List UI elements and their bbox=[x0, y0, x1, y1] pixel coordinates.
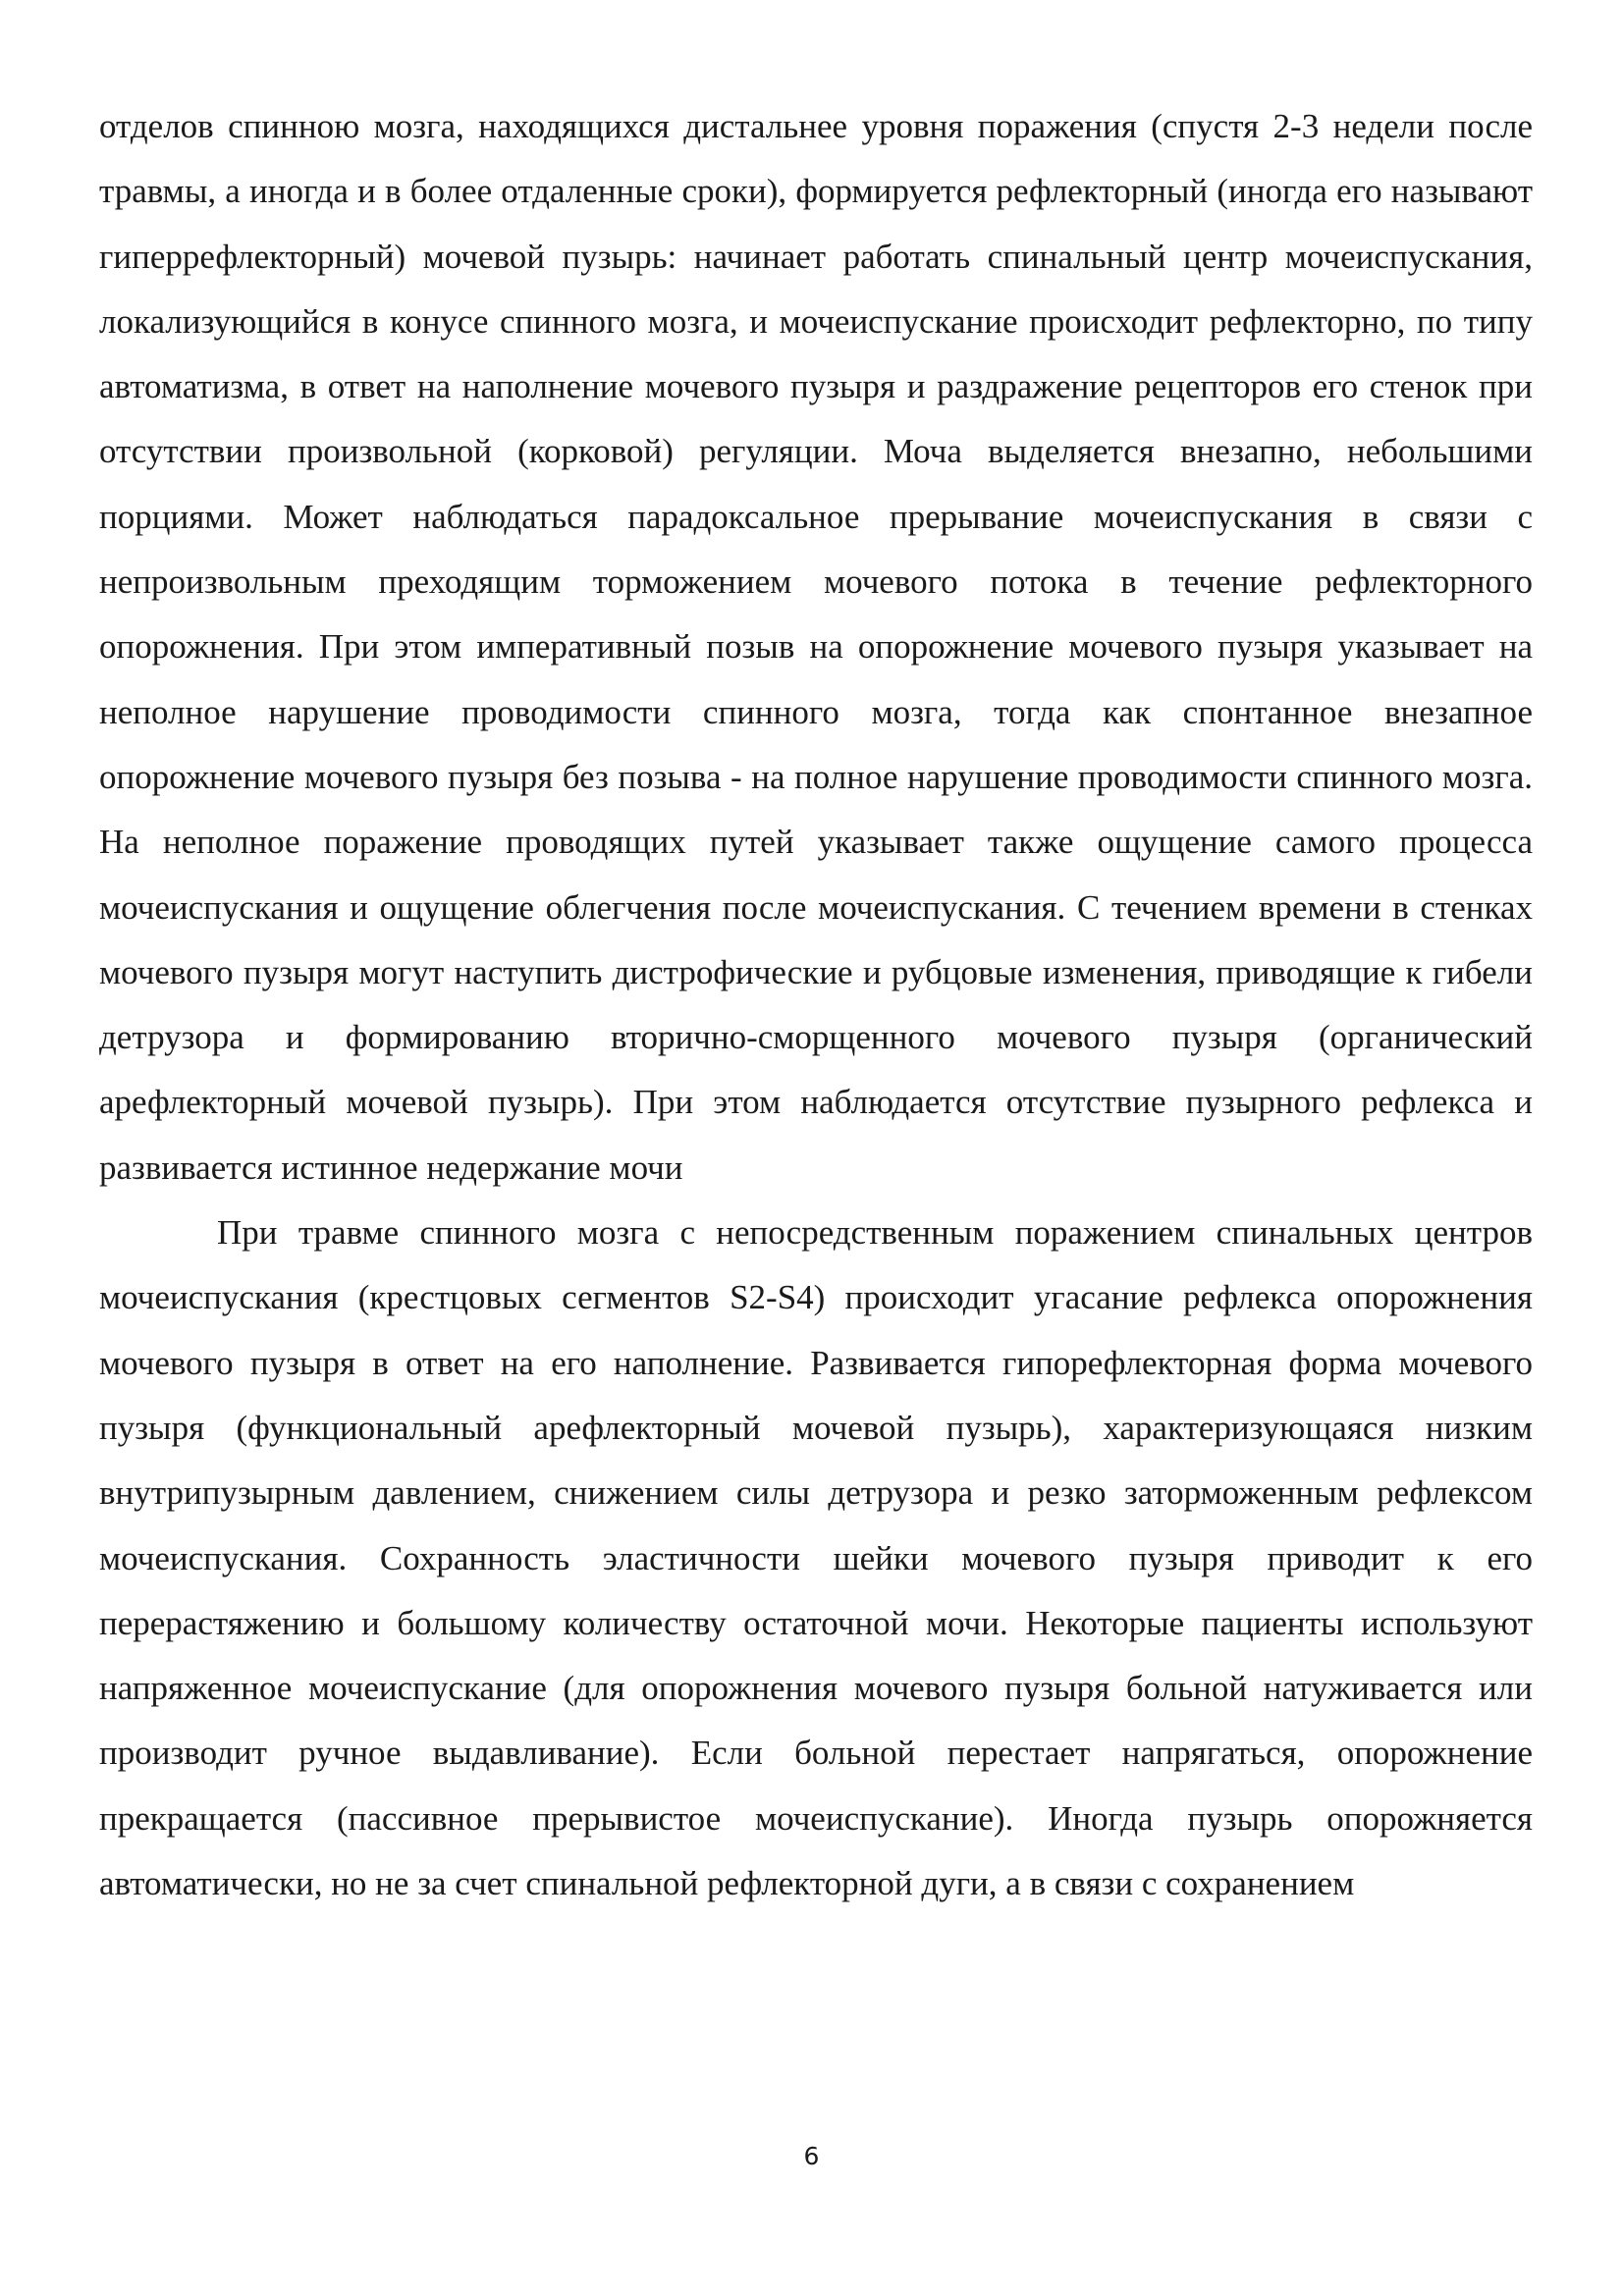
paragraph-2: При травме спинного мозга с непосредственным поражением спинальных центров мочеиспускания (крестцовых сегментов S2-S4) происходит угасание рефлекса опорожнения мочевого пузыря в ответ на его наполнение. Развивается гипорефлекторная форма мочевого пузыря (функциональный арефлекторный мочевой пузырь), характеризующаяся низким внутрипузырным давлением, снижением силы детрузора и резко заторможенным рефлексом мочеиспускания. Сохранность эластичности шейки мочевого пузыря приводит к его перерастяжению и большому количеству остаточной мочи. Некоторые пациенты используют напряженное мочеиспускание (для опорожнения мочевого пузыря больной натуживается или производит ручное выдавливание). Если больной перестает напрягаться, опорожнение прекращается (пассивное прерывистое мочеиспускание). Иногда пузырь опорожняется автоматически, но не за счет спинальной рефлекторной дуги, а в связи с сохранением bbox=[99, 1213, 1533, 1903]
paragraph-1: отделов спинною мозга, находящихся дистальнее уровня поражения (спустя 2-3 недели после травмы, а иногда и в более отдаленные сроки), формируется рефлекторный (иногда его называют гиперрефлекторный) мочевой пузырь: начинает работать спинальный центр мочеиспускания, локализующийся в конусе спинного мозга, и мочеиспускание происходит рефлекторно, по типу автоматизма, в ответ на наполнение мочевого пузыря и раздражение рецепторов его стенок при отсутствии произвольной (корковой) регуляции. Моча выделяется внезапно, небольшими порциями. Может наблюдаться парадоксальное прерывание мочеиспускания в связи с непроизвольным преходящим торможением мочевого потока в течение рефлекторного опорожнения. При этом императивный позыв на опорожнение мочевого пузыря указывает на неполное нарушение проводимости спинного мозга, тогда как спонтанное внезапное опорожнение мочевого пузыря без позыва - на полное нарушение проводимости спинного мозга. На неполное поражение проводящих путей указывает также ощущение самого процесса мочеиспускания и ощущение облегчения после мочеиспускания. С течением времени в стенках мочевого пузыря могут наступить дистрофические и рубцовые изменения, приводящие к гибели детрузора и формированию вторично-сморщенного мочевого пузыря (органический арефлекторный мочевой пузырь). При этом наблюдается отсутствие пузырного рефлекса и развивается истинное недержание мочи bbox=[99, 107, 1533, 1187]
page-number: 6 bbox=[803, 2142, 820, 2170]
body-text bbox=[99, 94, 1533, 1916]
